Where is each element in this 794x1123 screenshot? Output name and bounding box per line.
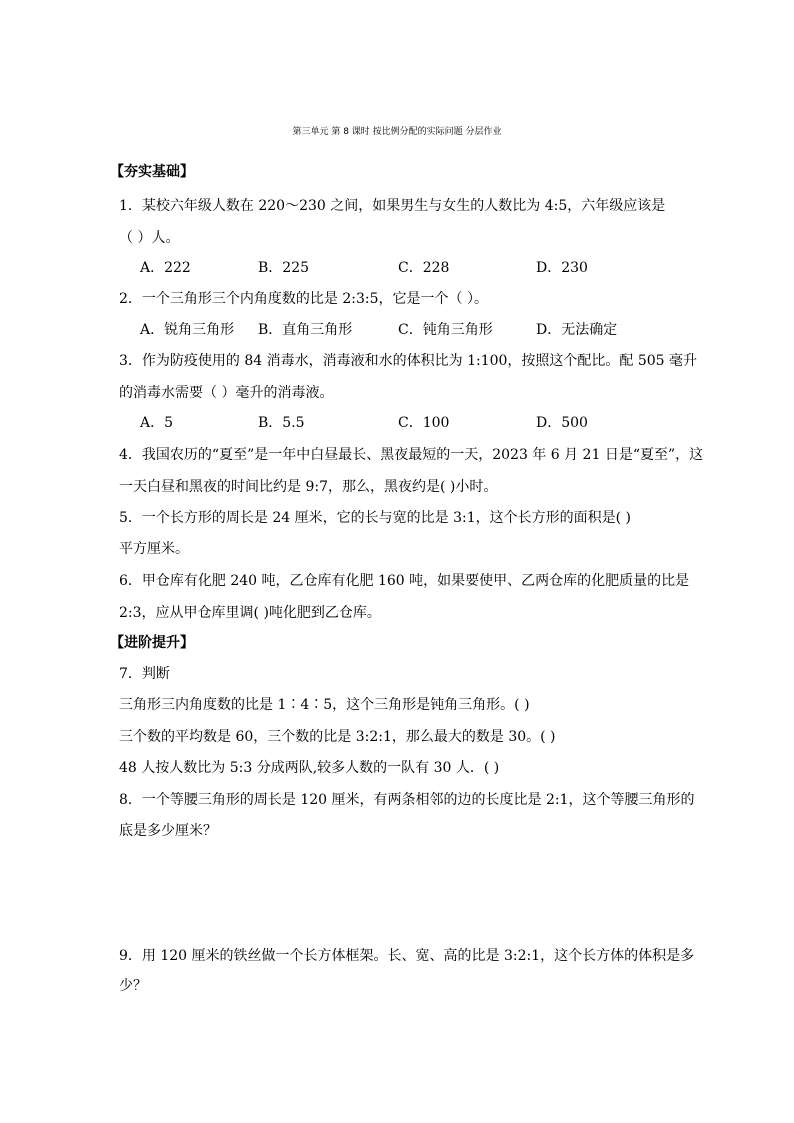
q2-option-a: A．锐角三角形 [140,322,235,338]
q7-statement-3: 48 人按人数比为 5:3 分成两队,较多人数的一队有 30 人．( ) [119,760,500,776]
q1-option-a: A．222 [140,260,191,276]
q1-option-c: C．228 [398,260,450,276]
q3-option-c: C．100 [398,415,450,431]
q7-line1: 7．判断 [119,666,170,682]
q9-line1: 9．用 120 厘米的铁丝做一个长方体框架。长、宽、高的比是 3:2:1，这个长方体的体积是多 [119,948,695,964]
q8-line1: 8．一个等腰三角形的周长是 120 厘米，有两条相邻的边的长度比是 2:1，这个等腰三角形的 [119,792,695,808]
q7-statement-2: 三个数的平均数是 60，三个数的比是 3:2:1，那么最大的数是 30。( ) [119,729,556,745]
q7-statement-1: 三角形三内角度数的比是 1∶4∶5，这个三角形是钝角三角形。( ) [119,697,530,713]
q1-option-b: B．225 [258,260,310,276]
q3-line2: 的消毒水需要（ ）毫升的消毒液。 [119,385,334,401]
q5-line2: 平方厘米。 [119,541,189,557]
page-title: 第三单元 第 8 课时 按比例分配的实际问题 分层作业 [292,127,502,137]
q9-line2: 少？ [119,978,147,994]
q3-option-d: D．500 [536,415,588,431]
q3-line1: 3．作为防疫使用的 84 消毒水，消毒液和水的体积比为 1:100，按照这个配比。配 505 毫升 [119,353,698,369]
q4-line2: 一天白昼和黑夜的时间比约是 9:7，那么，黑夜约是( )小时。 [119,479,498,495]
q2-options [140,320,700,340]
q8-line2: 底是多少厘米？ [119,823,217,839]
q1-options [140,258,700,278]
q6-line1: 6．甲仓库有化肥 240 吨，乙仓库有化肥 160 吨，如果要使甲、乙两仓库的化肥质量的比是 [119,573,690,589]
q1-line1: 1．某校六年级人数在 220～230 之间，如果男生与女生的人数比为 4:5，六年级应该是 [119,198,666,214]
q5-line1: 5．一个长方形的周长是 24 厘米，它的长与宽的比是 3:1，这个长方形的面积是( ) [119,510,631,526]
section-advanced: 【进阶提升】 [110,635,194,651]
q3-options [140,413,700,433]
q2-option-b: B．直角三角形 [258,322,353,338]
q2-option-c: C．钝角三角形 [398,322,493,338]
q4-line1: 4．我国农历的“夏至”是一年中白昼最长、黑夜最短的一天，2023 年 6 月 21 日是“夏至”，这 [119,447,704,463]
q1-option-d: D．230 [536,260,588,276]
q3-option-b: B．5.5 [258,415,305,431]
section-basic: 【夯实基础】 [110,164,194,180]
q2-option-d: D．无法确定 [536,322,618,338]
q2-line1: 2．一个三角形三个内角度数的比是 2:3:5，它是一个（ ）。 [119,291,488,307]
q6-line2: 2:3，应从甲仓库里调( )吨化肥到乙仓库。 [119,605,381,621]
q1-line2: （ ）人。 [119,230,180,246]
q3-option-a: A．5 [140,415,174,431]
